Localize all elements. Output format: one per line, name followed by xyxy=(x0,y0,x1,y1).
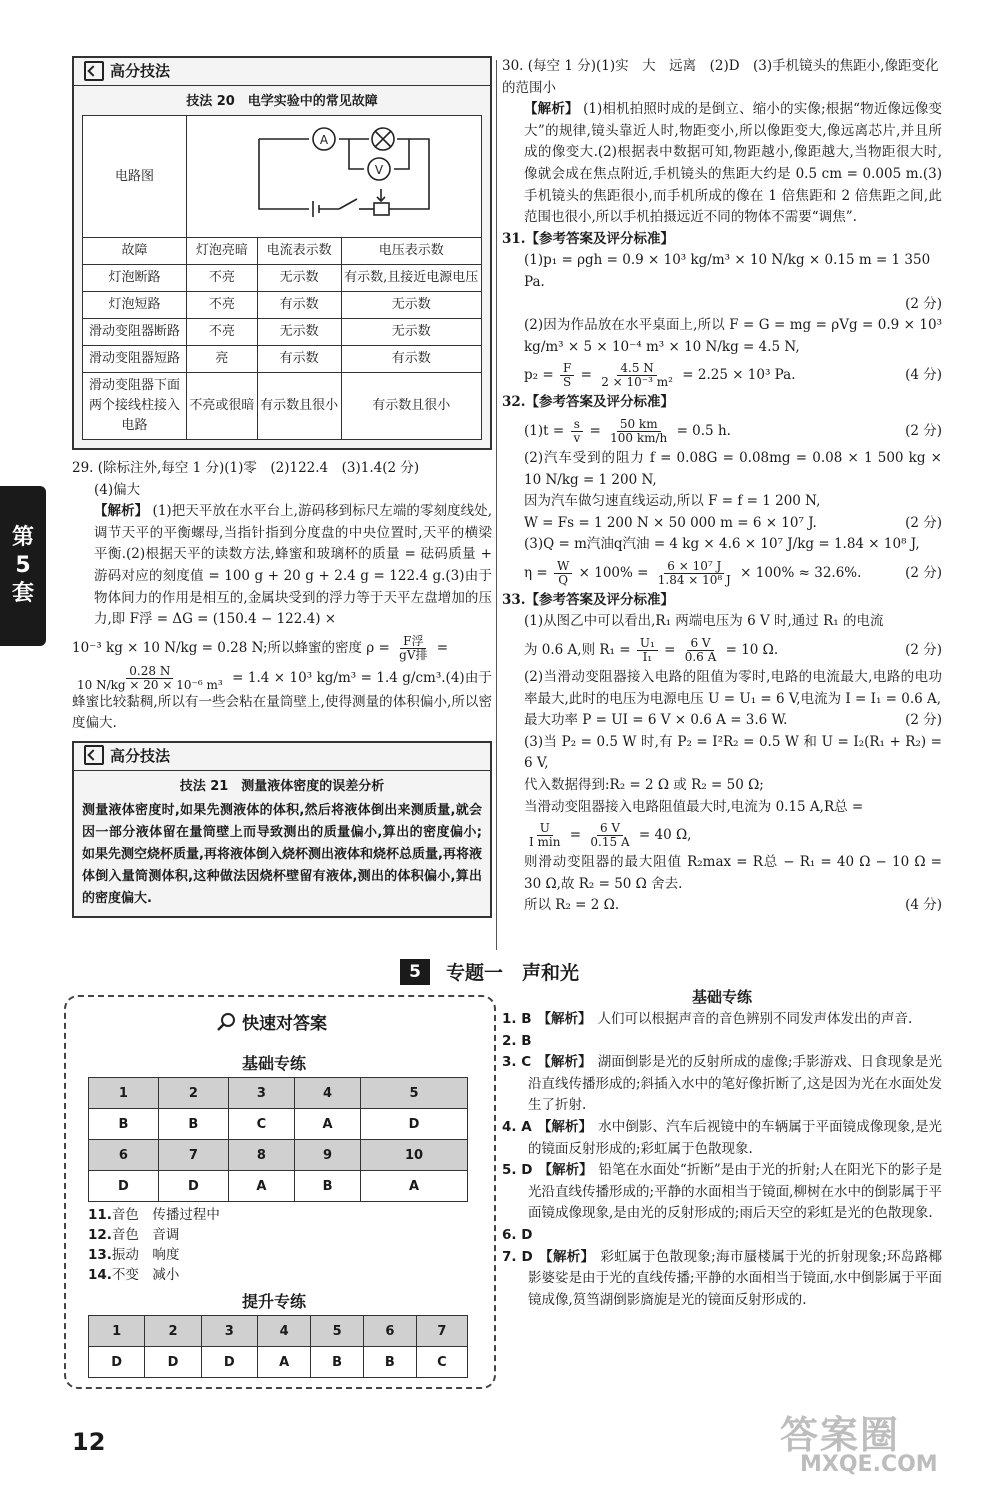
fault-table-cell: 有示数且很小 xyxy=(257,373,341,440)
fraction: $\frac{W}{Q}$ xyxy=(554,560,572,587)
q29-density: 10⁻³ kg × 10 N/kg = 0.28 N;所以蜂蜜的密度 ρ = $\frac{\text{F浮}}{\text{gV排}}$ = xyxy=(72,633,449,662)
answer-cell: B xyxy=(363,1347,416,1378)
q29-density-2: $\frac{0.28 N}{\text{10 N/kg × 20 × 10⁻⁶ m³}}$ = 1.4 × 10³ kg/m³ = 1.4 g/cm³.(4)由于蜂蜜比较黏稠,所以有一些会粘在量筒壁上,使得测量的体积偏小,所以密度偏大. xyxy=(72,663,492,732)
answer-cell: 8 xyxy=(228,1140,294,1171)
q30-line1: 30. (每空 1 分)(1)实 大 远离 (2)D (3)手机镜头的焦距小,像距变化的范围小 xyxy=(502,58,939,96)
fill-answer: 12.音色 音调 xyxy=(88,1227,180,1243)
topic-number: 5 xyxy=(400,959,430,985)
q32-line5: (3)Q = m汽油q汽油 = 4 kg × 4.6 × 10⁷ J/kg = 1.84 × 10⁸ J, xyxy=(524,536,920,553)
quick-basic-title: 基础专练 xyxy=(242,1054,307,1073)
q33-line1: (1)从图乙中可以看出,R₁ 两端电压为 6 V 时,通过 R₁ 的电流 xyxy=(524,613,884,630)
answer-cell: A xyxy=(257,1347,310,1378)
fault-table-cell: 灯泡短路 xyxy=(83,292,187,319)
ammeter-label: A xyxy=(319,133,329,147)
fault-table-row xyxy=(83,346,482,373)
fault-table-row xyxy=(83,319,482,346)
answer-cell: C xyxy=(228,1109,294,1140)
basic-practice-head: 基础专练 xyxy=(691,988,752,1006)
quick-answers-box xyxy=(64,995,496,1389)
fault-table-cell: 滑动变阻器下面两个接线柱接入电路 xyxy=(83,373,187,440)
q31-line2: (2)因为作品放在水平桌面上,所以 F = G = mg = ρVg = 0.9 × 10³ kg/m³ × 5 × 10⁻⁴ m³ × 10 N/kg = 4.5 N, xyxy=(524,317,942,355)
q33-line5: (3)当 P₂ = 0.5 W 时,有 P₂ = I²R₂ = 0.5 W 和 U = I₂(R₁ + R₂) = 6 V, xyxy=(524,733,942,772)
fill-answer: 14.不变 减小 xyxy=(88,1267,180,1283)
answer-cell: 2 xyxy=(145,1316,201,1347)
q33-line8: $\frac{U}{\text{I min}}$ = $\frac{6 V}{0.15 A}$ = 40 Ω, xyxy=(502,818,942,852)
q33-line3: (2)当滑动变阻器接入电路的阻值为零时,电路的电流最大,电路的电功率最大,此时的电压为电源电压 U = U₁ = 6 V,电流为 I = I₁ = 0.6 A, xyxy=(524,669,942,707)
circuit-label: 电路图 xyxy=(83,116,187,238)
fraction: $\frac{\text{F浮}}{\text{gV排}}$ xyxy=(399,633,428,662)
fault-table-cell: 灯泡亮暗 xyxy=(187,238,258,265)
tip20-box xyxy=(72,56,492,450)
basic-practice-explanations xyxy=(502,986,942,1311)
fraction: $\frac{50 km}{100 km/h}$ xyxy=(610,416,668,445)
page-number: 12 xyxy=(72,1428,106,1456)
fault-table-cell: 有示数,且接近电源电压 xyxy=(341,265,482,292)
q33-head: 33.【参考答案及评分标准】 xyxy=(502,591,674,608)
column-divider xyxy=(496,60,497,950)
basic-item: 4. A 【解析】 水中倒影、汽车后视镜中的车辆属于平面镜成像现象,是光的镜面反射形成的;彩虹属于色散现象. xyxy=(502,1118,943,1157)
fault-table-cell: 不亮或很暗 xyxy=(187,373,258,440)
circuit-svg xyxy=(189,119,479,227)
q29-analysis: 【解析】 (1)把天平放在水平台上,游码移到标尺左端的零刻度线处,调节天平的平衡螺母,当指针指到分度盘的中央位置时,天平的横梁平衡.(2)根据天平的读数方法,蜂蜜和玻璃杯的质量 = 砝码质量 + 游码对应的刻度值 = 100 g + 20 g + 2.4 g = 122.4 g.(3)由于物体间力的作用是相互的,金属块受到的浮力等于天平左盘增加的压力,即 F浮 = ΔG = (150.4 − 122.4) × xyxy=(94,503,492,628)
answer-cell: 6 xyxy=(89,1140,159,1171)
quick-advance-title: 提升专练 xyxy=(242,1292,307,1311)
fault-table-row xyxy=(83,373,482,440)
q32-line1: (1)t = $\frac{s}{v}$ = $\frac{50 km}{100 km/h}$ = 0.5 h. (2 分) xyxy=(524,416,942,445)
answer-cell: 4 xyxy=(257,1316,310,1347)
answer-cell: 7 xyxy=(416,1316,467,1347)
basic-items xyxy=(502,1009,942,1311)
q31-head: 31.【参考答案及评分标准】 xyxy=(502,230,674,247)
answer-cell: D xyxy=(158,1171,228,1202)
answer-cell: D xyxy=(361,1109,468,1140)
basic-item: 7. D 【解析】 彩虹属于色散现象;海市蜃楼属于光的折射现象;环岛路椰影婆娑是由于光的直线传播;平静的水面相当于镜面,水中倒影属于平面镜成像,筼筜湖倒影旖旎是光的镜面反射形成的. xyxy=(502,1248,942,1308)
q32-line6: η = $\frac{W}{Q}$ × 100% = $\frac{\text{6 × 10⁷ J}}{\text{1.84 × 10⁸ J}}$ × 100% ≈ 32.6%. (2 分) xyxy=(524,558,942,587)
answer-cell: D xyxy=(89,1347,145,1378)
answer-cell: B xyxy=(89,1109,159,1140)
fill-answer: 13.振动 响度 xyxy=(88,1247,180,1263)
answer-cell: A xyxy=(361,1171,468,1202)
topic-header xyxy=(400,958,579,985)
fraction: $\frac{U}{\text{I min}}$ xyxy=(529,821,561,850)
answer-cell: A xyxy=(228,1171,294,1202)
fault-table-cell: 灯泡断路 xyxy=(83,265,187,292)
search-icon xyxy=(216,1012,236,1032)
fraction: $\frac{0.28 N}{\text{10 N/kg × 20 × 10⁻⁶ m³}}$ xyxy=(77,663,223,692)
fault-table-cell: 无示数 xyxy=(341,319,482,346)
q29-line1: 29. (除标注外,每空 1 分)(1)零 (2)122.4 (3)1.4(2 分) xyxy=(72,460,420,476)
fault-table-cell: 有示数且很小 xyxy=(341,373,482,440)
voltmeter-label: V xyxy=(374,163,384,177)
fraction: $\frac{s}{v}$ xyxy=(570,418,583,445)
answer-cell: C xyxy=(416,1347,467,1378)
tip21-title: 技法 21 测量液体密度的误差分析 xyxy=(179,778,385,794)
answer-cell: 10 xyxy=(361,1140,468,1171)
left-column xyxy=(72,56,492,918)
fault-table-cell: 无示数 xyxy=(257,319,341,346)
answer-cell: 4 xyxy=(294,1078,360,1109)
watermark-url: MXQE.COM xyxy=(800,1452,938,1477)
q29-line2: (4)偏大 xyxy=(94,481,141,498)
basic-item: 2. B xyxy=(502,1032,532,1049)
fault-table-cell: 滑动变阻器断路 xyxy=(83,319,187,346)
tip21-header: 高分技法 xyxy=(74,743,490,771)
q33-line10: 所以 R₂ = 2 Ω. (4 分) xyxy=(524,897,942,914)
q31-score1: (2 分) xyxy=(905,295,942,312)
answer-cell: B xyxy=(294,1171,360,1202)
fraction: $\frac{6 V}{0.6 A}$ xyxy=(684,636,717,665)
fault-table-body xyxy=(83,238,482,440)
q32-line4: W = Fs = 1 200 N × 50 000 m = 6 × 10⁷ J. (2 分) xyxy=(524,514,942,531)
fraction: $\frac{\text{U₁}}{\text{I₁}}$ xyxy=(637,637,658,664)
fault-table-cell: 电流表示数 xyxy=(257,238,341,265)
fault-table-header xyxy=(83,238,482,265)
fraction: $\frac{F}{S}$ xyxy=(560,362,574,389)
fault-table-cell: 无示数 xyxy=(341,292,482,319)
topic-title: 专题一 声和光 xyxy=(446,962,580,984)
answer-cell: 1 xyxy=(89,1078,159,1109)
q33-line6: 代入数据得到:R₂ = 2 Ω 或 R₂ = 50 Ω; xyxy=(524,777,764,794)
watermark: 答案圈 xyxy=(780,1413,901,1457)
answer-cell: A xyxy=(294,1109,360,1140)
q33-line7: 当滑动变阻器接入电路阻值最大时,电流为 0.15 A,R总 = xyxy=(524,798,864,815)
basic-item: 5. D 【解析】 铅笔在水面处“折断”是由于光的折射;人在阳光下的影子是光沿直线传播形成的;平静的水面相当于镜面,柳树在水中的倒影属于平面镜成像现象,是由光的反射形成的;雨后天空的彩虹是光的色散现象. xyxy=(502,1162,943,1222)
fault-table-cell: 有示数 xyxy=(341,346,482,373)
fill-answers xyxy=(88,1205,220,1285)
answer-row xyxy=(89,1109,468,1140)
answer-row xyxy=(89,1140,468,1171)
tip21-box xyxy=(72,741,492,918)
basic-answer-table xyxy=(88,1077,468,1202)
answer-cell: D xyxy=(89,1171,159,1202)
fault-table-cell: 电压表示数 xyxy=(341,238,482,265)
basic-item: 3. C 【解析】 湖面倒影是光的反射所成的虚像;手影游戏、日食现象是光沿直线传播形成的;斜插入水中的笔好像折断了,这是因为光在水面处发生了折射. xyxy=(502,1054,942,1114)
basic-item: 6. D xyxy=(502,1226,533,1243)
q32-line2: (2)汽车受到的阻力 f = 0.08G = 0.08mg = 0.08 × 1 500 kg × 10 N/kg = 1 200 N, xyxy=(524,449,942,488)
circuit-diagram xyxy=(187,116,482,238)
tip20-title: 技法 20 电学实验中的常见故障 xyxy=(186,94,378,109)
q33-line9: 则滑动变阻器的最大阻值 R₂max = R总 − R₁ = 40 Ω − 10 Ω = 30 Ω,故 R₂ = 50 Ω 舍去. xyxy=(524,854,942,892)
fault-table-cell: 不亮 xyxy=(187,319,258,346)
fault-table-cell: 滑动变阻器短路 xyxy=(83,346,187,373)
answer-cell: 1 xyxy=(89,1316,145,1347)
answer-cell: D xyxy=(145,1347,201,1378)
answer-row xyxy=(89,1171,468,1202)
fault-table-cell: 不亮 xyxy=(187,292,258,319)
fault-table-cell: 亮 xyxy=(187,346,258,373)
fault-table-cell: 有示数 xyxy=(257,346,341,373)
answer-cell: 3 xyxy=(201,1316,257,1347)
set-tab: 第 5 套 xyxy=(0,486,46,646)
answer-cell: 9 xyxy=(294,1140,360,1171)
fill-answer: 11.音色 传播过程中 xyxy=(88,1207,220,1223)
fault-table-row xyxy=(83,265,482,292)
fault-table-cell: 无示数 xyxy=(257,265,341,292)
fault-table-cell: 故障 xyxy=(83,238,187,265)
fault-table-cell: 不亮 xyxy=(187,265,258,292)
answer-cell: 3 xyxy=(228,1078,294,1109)
fraction: $\frac{6 V}{0.15 A}$ xyxy=(590,821,630,850)
fraction: $\frac{4.5 N}{\text{2 × 10⁻³ m²}}$ xyxy=(601,361,673,390)
answer-cell: B xyxy=(311,1347,364,1378)
answer-cell: 5 xyxy=(311,1316,364,1347)
q33-line4: 最大功率 P = UI = 6 V × 0.6 A = 3.6 W. (2 分) xyxy=(524,712,942,729)
answer-row xyxy=(89,1316,468,1347)
tip21-body: 测量液体密度时,如果先测液体的体积,然后将液体倒出来测质量,就会因一部分液体留在量筒壁上而导致测出的质量偏小,算出的密度偏小;如果先测空烧杯质量,再将液体倒入烧杯测出液体和烧杯总质量,再将液体倒入量筒测体积,这种做法因烧杯壁留有液体,测出的体积偏小,算出的密度偏大. xyxy=(82,802,482,906)
basic-item: 1. B 【解析】 人们可以根据声音的音色辨别不同发声体发出的声音. xyxy=(502,1011,913,1027)
q32-line3: 因为汽车做匀速直线运动,所以 F = f = 1 200 N, xyxy=(524,493,821,510)
tip20-header: 高分技法 xyxy=(74,58,490,86)
right-column xyxy=(502,56,942,917)
fault-table xyxy=(82,115,482,440)
fraction: $\frac{\text{6 × 10⁷ J}}{\text{1.84 × 10⁸ J}}$ xyxy=(657,558,731,587)
answer-cell: D xyxy=(201,1347,257,1378)
answer-cell: 5 xyxy=(361,1078,468,1109)
answer-row xyxy=(89,1078,468,1109)
answer-cell: B xyxy=(158,1109,228,1140)
quick-answers-title: 快速对答案 xyxy=(216,1009,327,1034)
answer-row xyxy=(89,1347,468,1378)
q32-head: 32.【参考答案及评分标准】 xyxy=(502,394,674,411)
tip-icon xyxy=(84,745,104,765)
q31-line1: (1)p₁ = ρgh = 0.9 × 10³ kg/m³ × 10 N/kg × 0.15 m = 1 350 Pa. xyxy=(524,252,931,290)
answer-cell: 2 xyxy=(158,1078,228,1109)
answer-cell: 6 xyxy=(363,1316,416,1347)
answer-cell: 7 xyxy=(158,1140,228,1171)
q33-line2: 为 0.6 A,则 R₁ = $\frac{\text{U₁}}{\text{I₁}}$ = $\frac{6 V}{0.6 A}$ = 10 Ω. (2 分) xyxy=(524,636,942,665)
tip-icon xyxy=(84,61,104,81)
fault-table-row xyxy=(83,292,482,319)
q31-line3: p₂ = $\frac{F}{S}$ = $\frac{4.5 N}{\text{2 × 10⁻³ m²}}$ = 2.25 × 10³ Pa. (4 分) xyxy=(524,361,942,390)
advance-answer-table xyxy=(88,1315,468,1378)
q30-analysis: 【解析】 (1)相机拍照时成的是倒立、缩小的实像;根据“物近像远像变大”的规律,镜头靠近人时,物距变小,所以像距变大,像远离芯片,并且所成的像变大.(2)根据表中数据可知,物距越小,像距越大,当物距很大时,像就会成在焦点附近,手机镜头的焦距大约是 0.5 cm = 0.005 m.(3)手机镜头的焦距很小,而手机所成的像在 1 倍焦距和 2 倍焦距之间,此范围也很小,所以手机拍摄远近不同的物体不需要“调焦”. xyxy=(524,101,943,226)
fault-table-cell: 有示数 xyxy=(257,292,341,319)
